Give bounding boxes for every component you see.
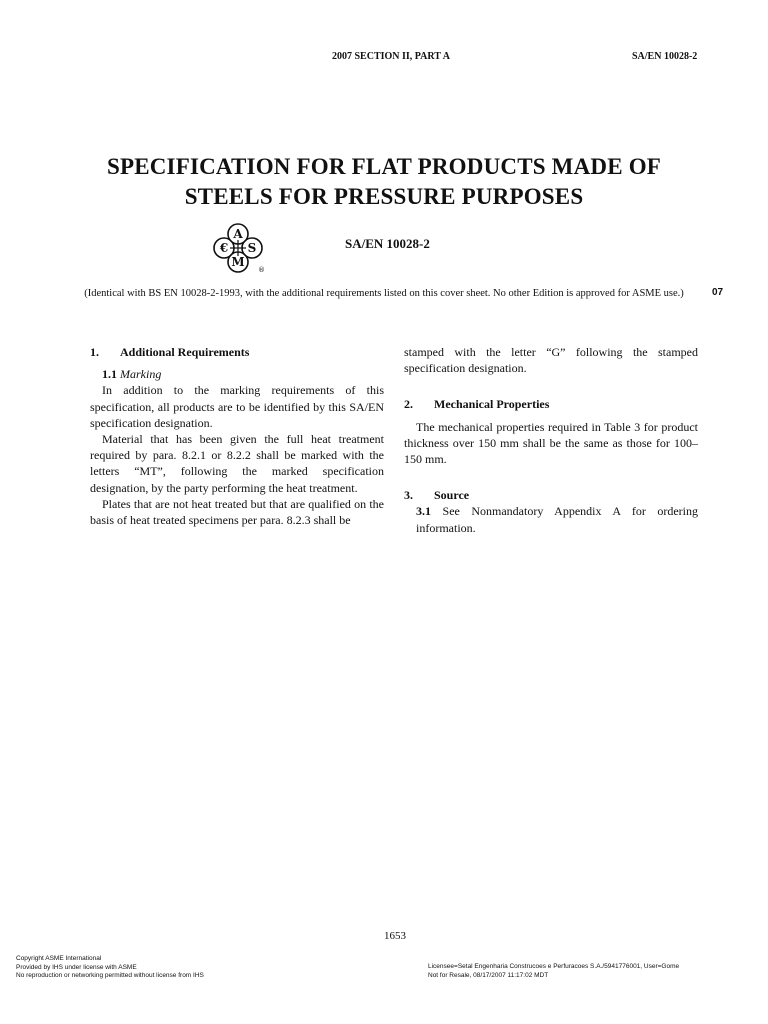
section-2-number: 2. — [404, 397, 413, 412]
subsection-1-1-number: 1.1 — [102, 367, 117, 382]
subsection-3-1-text: See Nonmandatory Appendix A for ordering information. — [416, 504, 699, 535]
logo-letter-bottom: M — [231, 255, 245, 269]
paragraph-marking-2: Material that has been given the full heat treatment required by para. 8.2.1 or 8.2.2 shall be marked with the letters “MT”, following the marked specification designation, by the party performing the heat treatment. — [90, 432, 384, 495]
running-header-left: 2007 SECTION II, PART A — [332, 51, 450, 62]
subsection-3-1 — [404, 503, 698, 535]
footer-right-line: Licensee=Setal Engenharia Construcoes e Perfuracoes S.A./5941776001, User=Gome — [428, 963, 680, 970]
subsection-3-1-number: 3.1 — [416, 504, 431, 519]
identity-note: (Identical with BS EN 10028-2-1993, with the additional requirements listed on this cover sheet. No other Edition is approved for ASME use.) — [84, 288, 684, 299]
logo-letter-right: S — [247, 241, 257, 255]
section-2-heading — [404, 396, 698, 412]
paragraph-marking-1: In addition to the marking requirements of this specification, all products are to be identified by this SA/EN specification designation. — [90, 383, 384, 430]
document-title — [60, 152, 708, 212]
paragraph-marking-3-continued: stamped with the letter “G” following the stamped specification designation. — [404, 345, 698, 376]
section-1-heading — [90, 344, 384, 360]
running-header-right: SA/EN 10028-2 — [632, 51, 698, 62]
section-3-number: 3. — [404, 488, 413, 503]
left-column — [90, 344, 384, 528]
subsection-1-1-heading — [90, 366, 384, 382]
page-number: 1653 — [384, 930, 406, 942]
section-2-title: Mechanical Properties — [434, 397, 550, 412]
footer-left-line: No reproduction or networking permitted without license from IHS — [16, 972, 204, 979]
asme-logo-icon — [210, 220, 266, 276]
revision-mark: 07 — [712, 287, 724, 298]
footer-copyright — [16, 955, 204, 981]
subsection-1-1-title: Marking — [120, 367, 162, 382]
section-3-heading — [404, 487, 698, 503]
footer-left-line: Copyright ASME International — [16, 955, 102, 962]
title-line-1: SPECIFICATION FOR FLAT PRODUCTS MADE OF — [106, 154, 662, 179]
footer-left-line: Provided by IHS under license with ASME — [16, 963, 137, 971]
spec-designation: SA/EN 10028-2 — [345, 236, 430, 251]
footer-right-line: Not for Resale, 08/17/2007 11:17:02 MDT — [428, 971, 549, 979]
logo-letter-left: € — [219, 241, 229, 255]
paragraph-marking-3: Plates that are not heat treated but that are qualified on the basis of heat treated specimens per para. 8.2.3 shall be — [90, 496, 384, 528]
logo-letter-top: A — [233, 227, 243, 241]
right-column — [404, 344, 698, 536]
paragraph-mechanical: The mechanical properties required in Table 3 for product thickness over 150 mm shall be the same as those for 100–150 mm. — [404, 419, 698, 467]
section-1-number: 1. — [90, 345, 99, 359]
title-line-2: STEELS FOR PRESSURE PURPOSES — [184, 184, 584, 209]
section-3-title: Source — [434, 488, 470, 503]
registered-mark: ® — [258, 266, 265, 274]
footer-license — [428, 963, 679, 980]
section-1-title: Additional Requirements — [120, 345, 250, 359]
